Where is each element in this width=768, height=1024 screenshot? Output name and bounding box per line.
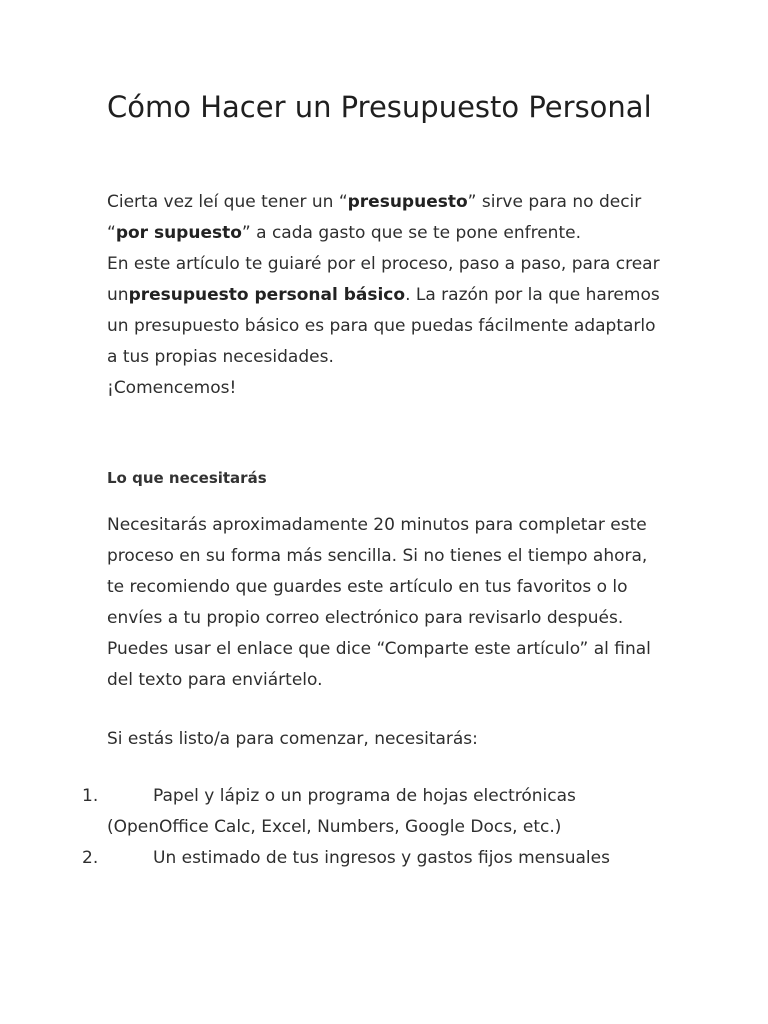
list-item-text: Papel y lápiz o un programa de hojas electrónicas (OpenOffice Calc, Excel, Numbers, Google Docs, etc.) xyxy=(107,786,576,837)
intro-bold-presupuesto: presupuesto xyxy=(347,192,468,212)
list-item-number: 2. xyxy=(82,848,99,868)
intro-bold-por-supuesto: por supuesto xyxy=(115,223,242,243)
intro-paragraph-1 xyxy=(107,187,667,249)
requirements-list xyxy=(0,781,768,874)
list-item xyxy=(0,843,768,874)
intro-bold-presupuesto-personal: presupuesto personal básico xyxy=(128,285,406,305)
list-lead: Si estás listo/a para comenzar, necesitarás: xyxy=(107,729,478,749)
intro-text: ” a cada gasto que se te pone enfrente. xyxy=(241,223,581,243)
intro-paragraph-2 xyxy=(107,249,667,373)
intro-text: . La razón por la que haremos un presupuesto básico es para que puedas fácilmente adaptarlo a tus propias necesidades. xyxy=(107,285,660,367)
intro-paragraph-3: ¡Comencemos! xyxy=(107,378,237,398)
intro-section xyxy=(107,187,667,404)
list-item-text: Un estimado de tus ingresos y gastos fijos mensuales xyxy=(153,848,610,868)
intro-text: ” sirve para no decir “ xyxy=(107,192,642,243)
section-heading: Lo que necesitarás xyxy=(107,469,267,487)
list-item-number: 1. xyxy=(82,786,99,806)
needs-paragraph: Necesitarás aproximadamente 20 minutos para completar este proceso en su forma más sencilla. Si no tienes el tiempo ahora, te recomiendo que guardes este artículo en tus favoritos o lo envíes a tu propio correo electrónico para revisarlo después. Puedes usar el enlace que dice “Comparte este artículo” al final del texto para enviártelo. xyxy=(107,515,651,690)
intro-text: Cierta vez leí que tener un “ xyxy=(107,192,348,212)
intro-text: En este artículo te guiaré por el proceso, paso a paso, para crear un xyxy=(107,254,660,305)
document-title: Cómo Hacer un Presupuesto Personal xyxy=(107,90,652,124)
list-item xyxy=(0,781,768,843)
